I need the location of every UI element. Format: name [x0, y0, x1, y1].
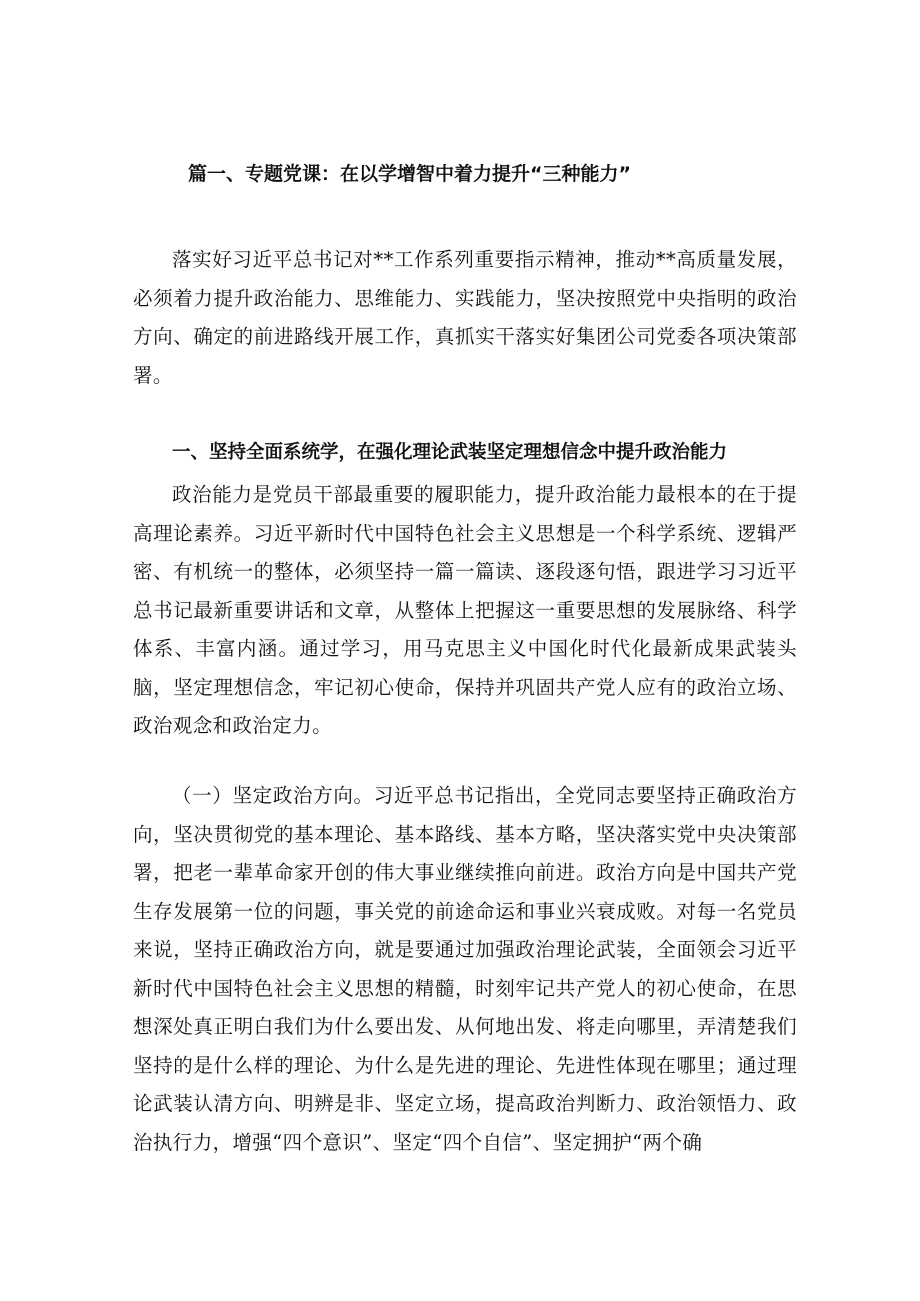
section-1-heading: 一、坚持全面系统学，在强化理论武装坚定理想信念中提升政治能力 — [172, 442, 728, 463]
section-1-paragraph: 政治能力是党员干部最重要的履职能力，提升政治能力最根本的在于提高理论素养。习近平新时代中国特色社会主义思想是一个科学系统、逻辑严密、有机统一的整体，必须坚持一篇一篇读、逐段逐句悟，跟进学习习近平总书记最新重要讲话和文章，从整体上把握这一重要思想的发展脉络、科学体系、丰富内涵。通过学习，用马克思主义中国化时代化最新成果武装头脑，坚定理想信念，牢记初心使命，保持并巩固共产党人应有的政治立场、政治观念和政治定力。 — [133, 483, 797, 737]
subsection-1-paragraph: （一）坚定政治方向。习近平总书记指出，全党同志要坚持正确政治方向，坚决贯彻党的基本理论、基本路线、基本方略，坚决落实党中央决策部署，把老一辈革命家开创的伟大事业继续推向前进。政治方向是中国共产党生存发展第一位的问题，事关党的前途命运和事业兴衰成败。对每一名党员来说，坚持正确政治方向，就是要通过加强政治理论武装，全面领会习近平新时代中国特色社会主义思想的精髓，时刻牢记共产党人的初心使命，在思想深处真正明白我们为什么要出发、从何地出发、将走向哪里，弄清楚我们坚持的是什么样的理论、为什么是先进的理论、先进性体现在哪里；通过理论武装认清方向、明辨是非、坚定立场，提高政治判断力、政治领悟力、政治执行力，增强“四个意识”、坚定“四个自信”、坚定拥护“两个确 — [133, 784, 797, 1154]
document-title: 篇一、专题党课：在以学增智中着力提升“三种能力” — [188, 163, 631, 185]
intro-paragraph: 落实好习近平总书记对**工作系列重要指示精神，推动**高质量发展，必须着力提升政治能力、思维能力、实践能力，坚决按照党中央指明的政治方向、确定的前进路线开展工作，真抓实干落实好集团公司党委各项决策部署。 — [133, 248, 797, 387]
